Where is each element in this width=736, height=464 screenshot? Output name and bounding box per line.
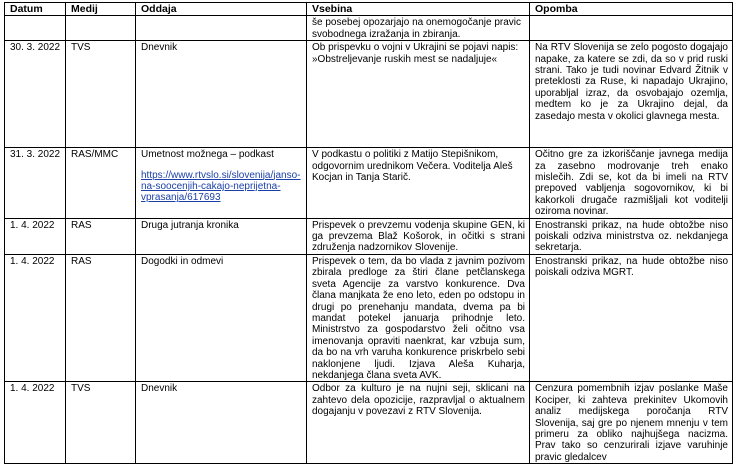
cell-opomba: Cenzura pomembnih izjav poslanke Maše Kociper, ki zahteva prekinitev Ukomovih analiz medijskega poročanja RTV Slovenija, saj gre po njenem mnenju v tem primeru za obliko najhujšega nacizma. Prav tako so cenzurirali izjave varuhinje pravic gledalcev: [530, 382, 733, 464]
cell-opomba: [530, 16, 733, 41]
cell-datum: 1. 4. 2022: [5, 382, 66, 464]
table-row: [5, 218, 733, 254]
cell-datum: [5, 16, 66, 41]
cell-vsebina: Odbor za kulturo je na nujni seji, sklicani na zahtevo dela opozicije, razpravljal o aktualnem dogajanju v povezavi z RTV Slovenija.: [307, 382, 530, 464]
cell-oddaja: Druga jutranja kronika: [136, 218, 307, 254]
cell-oddaja: Dnevnik: [136, 41, 307, 148]
report-table: [4, 2, 733, 464]
column-header-vsebina: Vsebina: [307, 3, 530, 16]
cell-oddaja: [136, 16, 307, 41]
cell-datum: 30. 3. 2022: [5, 41, 66, 148]
cell-opomba: Na RTV Slovenija se zelo pogosto dogajajo napake, za katere se zdi, da so v prid ruski strani. Tako je tudi novinar Edvard Žitnik v preteklosti za Ruse, ki napadajo Ukrajino, uporabljal izraz, da osvobajajo ozemlja, medtem ko je za Ukrajino dejal, da zasedajo mesta v okolici glavnega mesta.: [530, 41, 733, 148]
cell-opomba: Očitno gre za izkoriščanje javnega medija za zasebno modrovanje treh enako mislečih. Zdi se, kot da bi imeli na RTV prepoved vabljenja sogovornikov, ki bi kakorkoli drugače razmišljali kot voditelji oziroma novinar.: [530, 148, 733, 218]
column-header-medij: Medij: [66, 3, 136, 16]
table-row-continuation: [5, 16, 733, 41]
cell-medij: [66, 16, 136, 41]
table-header-row: [5, 3, 733, 16]
cell-datum: 31. 3. 2022: [5, 148, 66, 218]
table-row: [5, 382, 733, 464]
table-row: [5, 254, 733, 381]
oddaja-title: Umetnost možnega – podkast: [141, 149, 274, 161]
cell-medij: RAS: [66, 218, 136, 254]
cell-medij: TVS: [66, 382, 136, 464]
column-header-datum: Datum: [5, 3, 66, 16]
column-header-oddaja: Oddaja: [136, 3, 307, 16]
cell-oddaja: [136, 148, 307, 218]
cell-vsebina: Prispevek o tem, da bo vlada z javnim pozivom zbirala predloge za štiri člane petčlanskega sveta Agencije za varstvo konkurence. Dva člana manjkata že eno leto, eden po odstopu in drugi po prenehanju mandata, dvema pa bi mandat potekel januarja prihodnje leto. Ministrstvo za gospodarstvo želi očitno vsa imenovanja opraviti naenkrat, kar vzbuja sum, da bo na vrh varuha konkurence priskrbelo sebi naklonjene ljudi. Izjava Aleša Kuharja, nekdanjega člana sveta AVK.: [307, 254, 530, 381]
table-row: [5, 148, 733, 218]
cell-vsebina: Prispevek o prevzemu vodenja skupine GEN, ki ga prevzema Blaž Košorok, in očitki s strani združenja nadzornikov Slovenije.: [307, 218, 530, 254]
column-header-opomba: Opomba: [530, 3, 733, 16]
cell-vsebina: Ob prispevku o vojni v Ukrajini se pojavi napis: »Obstreljevanje ruskih mest se nadaljuje«: [307, 41, 530, 148]
cell-datum: 1. 4. 2022: [5, 218, 66, 254]
cell-vsebina: še posebej opozarjajo na onemogočanje pravic svobodnega izražanja in zbiranja.: [307, 16, 530, 41]
cell-medij: TVS: [66, 41, 136, 148]
cell-medij: RAS/MMC: [66, 148, 136, 218]
cell-opomba: Enostranski prikaz, na hude obtožbe niso poiskali odziva ministrstva oz. nekdanjega sekretarja.: [530, 218, 733, 254]
podcast-link[interactable]: https://www.rtvslo.si/slovenija/janso-na-soocenjih-cakajo-neprijetna-vprasanja/617693: [141, 169, 301, 204]
table-row: [5, 41, 733, 148]
cell-datum: 1. 4. 2022: [5, 254, 66, 381]
cell-oddaja: Dnevnik: [136, 382, 307, 464]
cell-opomba: Enostranski prikaz, na hude obtožbe niso poiskali odziva MGRT.: [530, 254, 733, 381]
cell-vsebina: V podkastu o politiki z Matijo Stepišnikom, odgovornim urednikom Večera. Voditelja Aleš Kocjan in Tanja Starič.: [307, 148, 530, 218]
cell-oddaja: Dogodki in odmevi: [136, 254, 307, 381]
cell-medij: RAS: [66, 254, 136, 381]
